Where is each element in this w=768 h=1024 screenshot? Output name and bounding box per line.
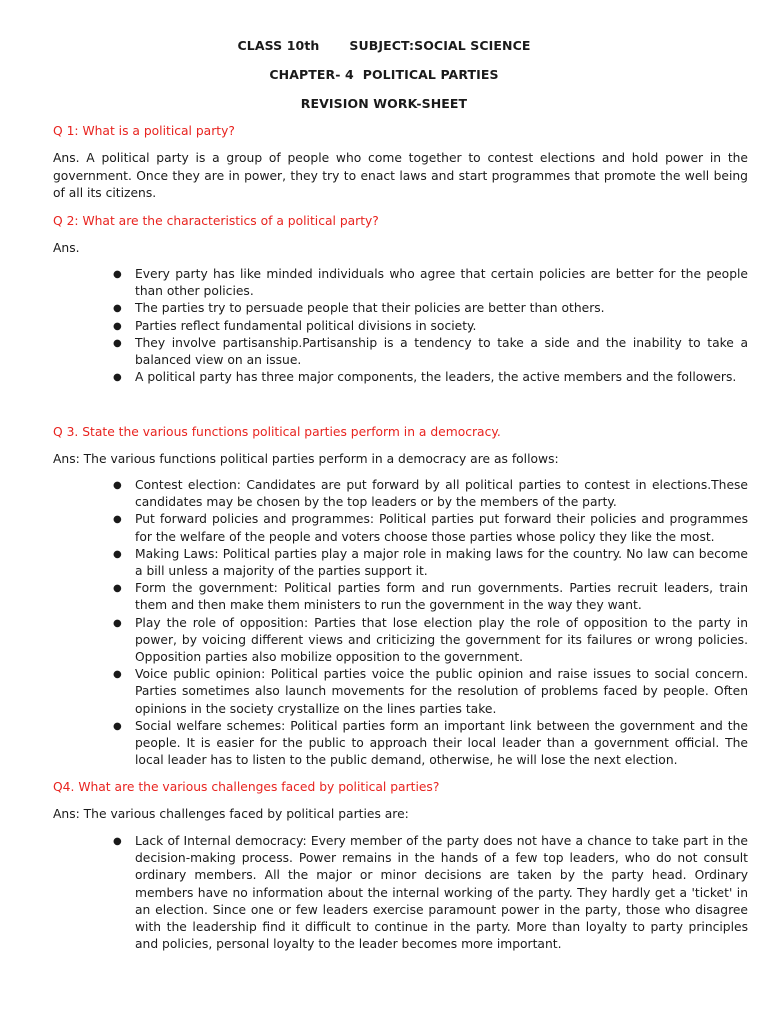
subject-label: SUBJECT:SOCIAL SCIENCE — [349, 38, 531, 53]
list-item: ● Form the government: Political parties form and run governments. Parties recruit leaders, train them and then make them ministers to run the government in the way they want. — [113, 581, 748, 613]
bullet-icon: ● — [113, 372, 122, 384]
list-item: ● They involve partisanship.Partisanship is a tendency to take a side and the inability to take a balanced view on an issue. — [113, 335, 748, 368]
answer-4-list — [113, 833, 748, 953]
question-2: Q 2: What are the characteristics of a political party? — [53, 214, 379, 228]
list-item: ● Making Laws: Political parties play a major role in making laws for the country. No law can become a bill unless a majority of the parties support it. — [113, 546, 748, 579]
list-item: ● Play the role of opposition: Parties that lose election play the role of opposition to the party in power, by voicing different views and criticizing the government for its failures or wrong policies. Opposition parties also mobilize opposition to the government. — [113, 615, 748, 665]
list-item: ● A political party has three major components, the leaders, the active members and the followers. — [113, 369, 748, 386]
chapter-title: CHAPTER- 4 POLITICAL PARTIES — [269, 67, 499, 82]
answer-2-list — [113, 266, 748, 386]
bullet-icon: ● — [113, 617, 122, 629]
bullet-icon: ● — [113, 548, 122, 560]
answer-1: Ans. A political party is a group of people who come together to contest elections and hold power in the government. Once they are in power, they try to enact laws and start programmes that promote the well being of all its citizens. — [53, 151, 748, 200]
list-item: ● Contest election: Candidates are put forward by all political parties to contest in elections.These candidates may be chosen by the top leaders or by the members of the party. — [113, 478, 748, 510]
list-item: ● Social welfare schemes: Political parties form an important link between the government and the people. It is easier for the public to approach their local leader than a government official. The local leader has to listen to the public demand, otherwise, he will lose the next election. — [113, 718, 748, 768]
class-subject-header — [0, 38, 768, 53]
bullet-icon: ● — [113, 337, 122, 349]
bullet-icon: ● — [113, 669, 122, 681]
worksheet-title: REVISION WORK-SHEET — [300, 96, 468, 111]
class-label: CLASS 10th — [237, 38, 320, 53]
list-item: ● The parties try to persuade people that their policies are better than others. — [113, 300, 748, 317]
list-item: ● Put forward policies and programmes: Political parties put forward their policies and programmes for the welfare of the people and voters choose those parties whose policy they like the most. — [113, 512, 748, 544]
bullet-icon: ● — [113, 303, 122, 315]
bullet-icon: ● — [113, 480, 122, 491]
answer-4-intro: Ans: The various challenges faced by political parties are: — [53, 807, 409, 821]
answer-3-list — [113, 477, 748, 769]
question-4: Q4. What are the various challenges faced by political parties? — [53, 780, 440, 794]
answer-2-intro: Ans. — [53, 241, 80, 255]
list-item: ● Every party has like minded individuals who agree that certain policies are better for the people than other policies. — [113, 267, 748, 299]
list-item: ● Parties reflect fundamental political divisions in society. — [113, 318, 748, 335]
bullet-icon: ● — [113, 514, 122, 526]
question-1: Q 1: What is a political party? — [53, 124, 235, 138]
bullet-icon: ● — [113, 836, 122, 847]
list-item: ● Lack of Internal democracy: Every member of the party does not have a chance to take part in the decision-making process. Power remains in the hands of a few top leaders, who do not consult ordinary members. All the major or minor decisions are taken by the party head. Ordinary members have no information about the internal working of the party. They hardly get a 'ticket' in an election. Since one or few leaders exercise paramount power in the party, those who disagree with the leadership find it difficult to continue in the party. More than loyalty to party principles and policies, personal loyalty to the leader becomes more important. — [113, 834, 748, 952]
list-item: ● Voice public opinion: Political parties voice the public opinion and raise issues to social concern. Parties sometimes also launch movements for the resolution of problems faced by people. Often opinions in the society crystallize on the lines parties take. — [113, 667, 748, 716]
bullet-icon: ● — [113, 720, 122, 732]
answer-3-intro: Ans: The various functions political parties perform in a democracy are as follows: — [53, 452, 559, 466]
question-3: Q 3. State the various functions political parties perform in a democracy. — [53, 425, 501, 439]
bullet-icon: ● — [113, 269, 122, 280]
bullet-icon: ● — [113, 583, 122, 595]
bullet-icon: ● — [113, 320, 122, 332]
